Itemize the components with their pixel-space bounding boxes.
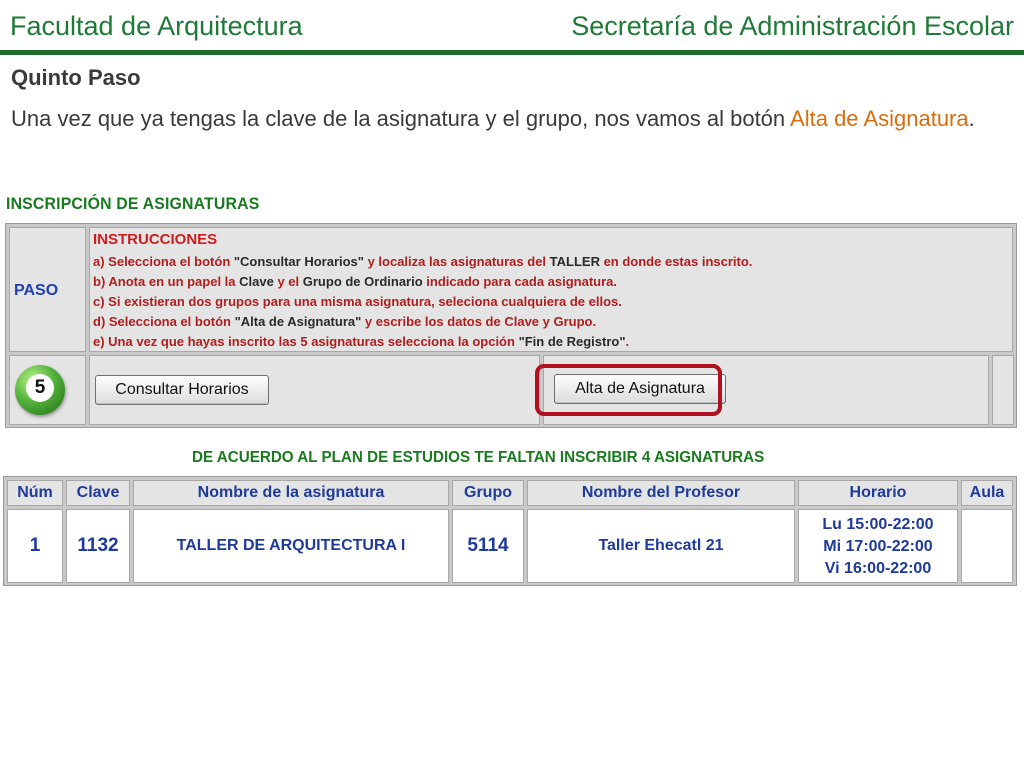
header-clave: Clave	[66, 480, 130, 506]
instruction-text: a) Selecciona el botón	[93, 254, 234, 269]
office-title: Secretaría de Administración Escolar	[571, 11, 1014, 41]
header-num: Núm	[7, 480, 63, 506]
instruction-item	[93, 292, 752, 312]
step-number: 5	[26, 374, 54, 402]
instruction-text: y el	[273, 274, 303, 289]
instruction-emphasis: "Fin de Registro"	[518, 334, 626, 349]
step-text-before: Una vez que ya tengas la clave de la asignatura y el grupo, nos vamos al botón	[11, 106, 791, 131]
step-title: Quinto Paso	[11, 65, 141, 90]
instruction-text: e) Una vez que hayas inscrito las 5 asignaturas selecciona la opción	[93, 334, 519, 349]
highlight-ring	[535, 364, 722, 416]
paso-label: PASO	[14, 282, 59, 299]
horario-line: Mi 17:00-22:00	[823, 538, 933, 555]
header-grupo: Grupo	[452, 480, 524, 506]
instruction-text: b) Anota en un papel la	[93, 274, 240, 289]
instruction-item	[93, 312, 752, 332]
instructions-panel	[5, 223, 1017, 428]
instruction-text: .	[625, 334, 630, 349]
consultar-cell	[89, 355, 540, 425]
instructions-title: INSTRUCCIONES	[93, 231, 218, 248]
header-horario: Horario	[798, 480, 958, 506]
faculty-title: Facultad de Arquitectura	[10, 11, 303, 41]
pending-subjects-notice: DE ACUERDO AL PLAN DE ESTUDIOS TE FALTAN INSCRIBIR 4 ASIGNATURAS	[192, 449, 765, 466]
instruction-emphasis: Clave	[239, 274, 274, 289]
instruction-text: c) Si existieran dos grupos para una misma asignatura, seleciona cualquiera de ellos.	[93, 294, 622, 309]
instruction-text: indicado para cada asignatura.	[422, 274, 618, 289]
horario-line: Vi 16:00-22:00	[824, 560, 932, 577]
horario-line: Lu 15:00-22:00	[822, 516, 934, 533]
empty-cell	[992, 355, 1014, 425]
cell-clave: 1132	[66, 509, 130, 583]
step-number-ball-icon	[15, 365, 65, 415]
cell-horario	[798, 509, 958, 583]
instruction-text: en donde estas inscrito.	[599, 254, 753, 269]
paso-cell	[9, 227, 86, 352]
instruction-text: d) Selecciona el botón	[93, 314, 235, 329]
header-aula: Aula	[961, 480, 1013, 506]
header-divider	[0, 50, 1024, 55]
instructions-cell	[89, 227, 1013, 352]
header-nombre: Nombre de la asignatura	[133, 480, 449, 506]
cell-profesor: Taller Ehecatl 21	[527, 509, 795, 583]
cell-grupo: 5114	[452, 509, 524, 583]
alta-asignatura-button[interactable]: Alta de Asignatura	[554, 374, 726, 404]
instruction-text: y escribe los datos de Clave y Grupo.	[361, 314, 597, 329]
instruction-item	[93, 252, 752, 272]
step-description	[11, 102, 1014, 135]
step-text-after: .	[968, 106, 975, 131]
subjects-table	[3, 476, 1017, 586]
instruction-item	[93, 332, 752, 352]
header-profesor: Nombre del Profesor	[527, 480, 795, 506]
instruction-item	[93, 272, 752, 292]
step-highlight: Alta de Asignatura	[790, 106, 969, 131]
instruction-text: y localiza las asignaturas del	[363, 254, 550, 269]
cell-nombre: TALLER DE ARQUITECTURA I	[133, 509, 449, 583]
section-title: INSCRIPCIÓN DE ASIGNATURAS	[6, 194, 260, 213]
cell-aula	[961, 509, 1013, 583]
step-number-cell	[9, 355, 86, 425]
instructions-list	[93, 252, 752, 352]
instruction-emphasis: TALLER	[549, 254, 600, 269]
consultar-horarios-button[interactable]: Consultar Horarios	[95, 375, 269, 405]
cell-num: 1	[7, 509, 63, 583]
embedded-screenshot	[0, 188, 1024, 588]
instruction-emphasis: "Consultar Horarios"	[233, 254, 364, 269]
instruction-emphasis: "Alta de Asignatura"	[234, 314, 362, 329]
instruction-emphasis: Grupo de Ordinario	[302, 274, 423, 289]
slide-header	[0, 0, 1024, 52]
